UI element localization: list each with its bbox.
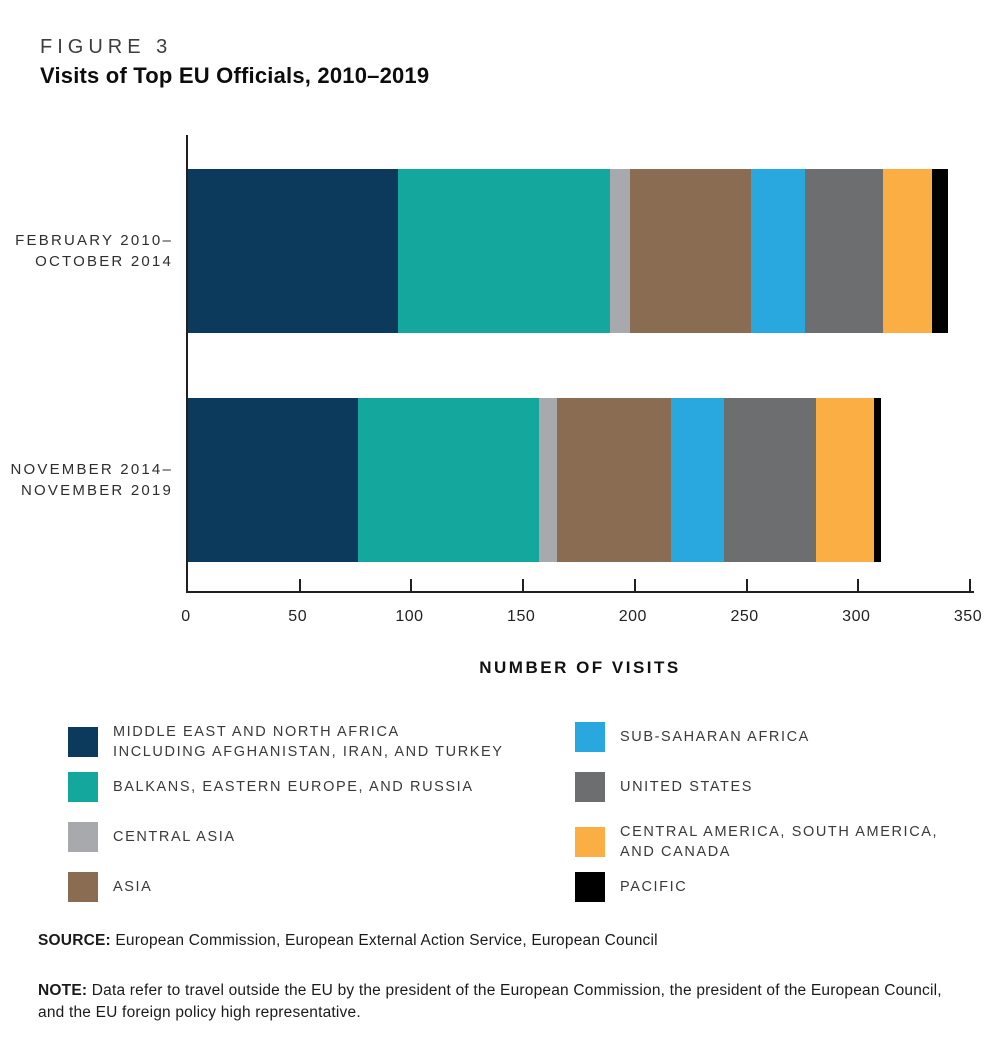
legend-color-swatch [68,872,98,902]
x-axis-tick [299,579,301,591]
legend-color-swatch [68,772,98,802]
x-axis-tick-label: 250 [730,608,759,625]
legend-item [68,772,474,802]
x-axis-tick-label: 200 [618,608,647,625]
legend-item [575,722,810,752]
bar-segment [358,398,539,562]
legend-label-line: UNITED STATES [620,779,754,795]
legend-item [68,722,504,762]
legend-label [620,822,938,862]
bar-segment [805,169,883,333]
source-text: European Commission, European External Action Service, European Council [110,932,658,949]
legend-label-line: SUB-SAHARAN AFRICA [620,729,810,745]
bar-segment [724,398,816,562]
stacked-bar [188,398,881,562]
legend-color-swatch [68,727,98,757]
legend-color-swatch [575,827,605,857]
legend-label-line: PACIFIC [620,879,688,895]
x-axis-tick [969,579,971,591]
bar-segment [539,398,557,562]
legend-label [113,777,474,797]
note-text: Data refer to travel outside the EU by the president of the European Commission, the president of the European Council, and the EU foreign policy high representative. [38,982,942,1021]
category-label [10,459,173,501]
legend-label [620,777,753,797]
category-label-line: NOVEMBER 2014– [10,461,173,478]
x-axis-tick [522,579,524,591]
legend-item [68,872,152,902]
legend-color-swatch [575,872,605,902]
note-prefix: NOTE: [38,982,88,999]
bar-segment [751,169,805,333]
legend-label-line: MIDDLE EAST AND NORTH AFRICA [113,724,400,740]
legend-label [620,727,810,747]
x-axis-tick [746,579,748,591]
bar-segment [874,398,881,562]
legend-label-line: CENTRAL ASIA [113,829,236,845]
bar-segment [557,398,671,562]
bar-segment [398,169,610,333]
legend-color-swatch [575,722,605,752]
source-prefix: SOURCE: [38,932,111,949]
figure-number-label: FIGURE 3 [40,36,173,58]
x-axis-title: NUMBER OF VISITS [479,658,681,677]
chart-title: Visits of Top EU Officials, 2010–2019 [40,63,430,88]
legend-color-swatch [68,822,98,852]
legend-item [575,822,938,862]
x-axis-tick [857,579,859,591]
category-label-line: OCTOBER 2014 [35,253,173,270]
bar-segment [188,169,398,333]
bar-segment [816,398,874,562]
x-axis-tick-label: 50 [288,608,308,625]
legend-label-line: AND CANADA [620,844,732,860]
bar-segment [932,169,948,333]
legend-label [620,877,687,897]
category-label-line: FEBRUARY 2010– [15,232,173,249]
bar-segment [630,169,751,333]
category-label-line: NOVEMBER 2019 [21,482,173,499]
legend-label [113,827,236,847]
x-axis-tick-label: 150 [507,608,536,625]
legend-label [113,722,504,762]
x-axis-tick-label: 0 [181,608,191,625]
plot-area [186,135,974,593]
legend-item [575,772,753,802]
bar-segment [188,398,358,562]
x-axis-tick-label: 300 [842,608,871,625]
bar-segment [610,169,630,333]
legend-label [113,877,152,897]
legend-label-line: BALKANS, EASTERN EUROPE, AND RUSSIA [113,779,474,795]
x-axis-tick [410,579,412,591]
legend-color-swatch [575,772,605,802]
legend-item [68,822,236,852]
category-label [15,230,173,272]
bar-segment [883,169,932,333]
source-caption [38,932,968,950]
x-axis-tick [634,579,636,591]
legend-label-line: ASIA [113,879,153,895]
bar-segment [671,398,725,562]
x-axis-tick-label: 350 [953,608,983,625]
note-caption [38,980,943,1024]
stacked-bar [188,169,948,333]
legend-label-line: INCLUDING AFGHANISTAN, IRAN, AND TURKEY [113,744,504,760]
legend-item [575,872,687,902]
x-axis-tick-label: 100 [395,608,424,625]
legend-label-line: CENTRAL AMERICA, SOUTH AMERICA, [620,824,939,840]
